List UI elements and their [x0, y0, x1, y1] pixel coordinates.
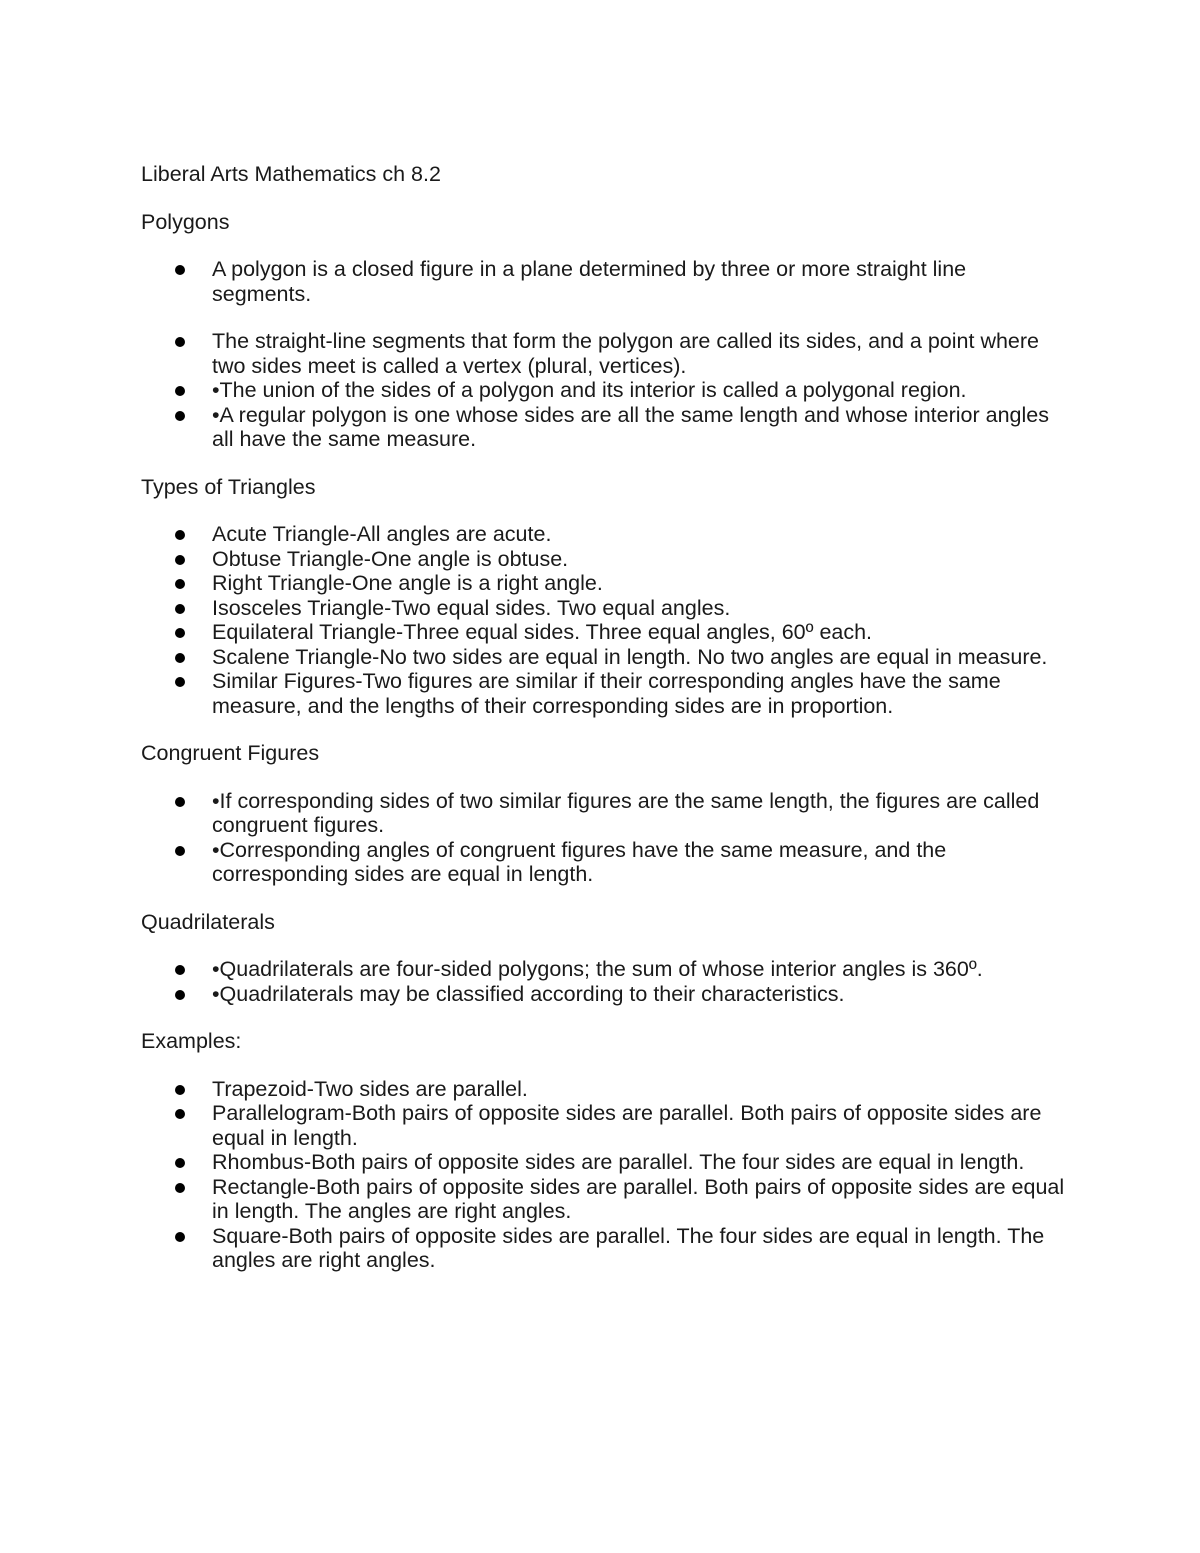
list-item: Similar Figures-Two figures are similar if their corresponding angles have the same measure, and the lengths of their corresponding sides are in proportion.	[141, 669, 1071, 718]
list-item: Trapezoid-Two sides are parallel.	[141, 1077, 1071, 1102]
list-item: Square-Both pairs of opposite sides are parallel. The four sides are equal in length. The angles are right angles.	[141, 1224, 1071, 1273]
list-item: •Quadrilaterals are four-sided polygons; the sum of whose interior angles is 360º.	[141, 957, 1071, 982]
bullet-icon	[175, 628, 185, 638]
list-item: Right Triangle-One angle is a right angle.	[141, 571, 1071, 596]
bullet-icon	[175, 265, 185, 275]
quadrilaterals-list	[141, 957, 1071, 1006]
bullet-icon	[175, 1183, 185, 1193]
list-item: Rhombus-Both pairs of opposite sides are parallel. The four sides are equal in length.	[141, 1150, 1071, 1175]
triangles-list	[141, 522, 1071, 718]
list-item: •Corresponding angles of congruent figures have the same measure, and the corresponding sides are equal in length.	[141, 838, 1071, 887]
list-item: The straight-line segments that form the polygon are called its sides, and a point where two sides meet is called a vertex (plural, vertices).	[141, 329, 1071, 378]
bullet-icon	[175, 604, 185, 614]
section-heading-quadrilaterals: Quadrilaterals	[141, 909, 275, 934]
bullet-icon	[175, 530, 185, 540]
bullet-icon	[175, 677, 185, 687]
bullet-icon	[175, 579, 185, 589]
bullet-icon	[175, 337, 185, 347]
bullet-icon	[175, 1085, 185, 1095]
section-heading-examples: Examples:	[141, 1029, 242, 1053]
list-item: •The union of the sides of a polygon and its interior is called a polygonal region.	[141, 378, 1071, 403]
list-item: •If corresponding sides of two similar figures are the same length, the figures are called congruent figures.	[141, 789, 1071, 838]
bullet-icon	[175, 1158, 185, 1168]
bullet-icon	[175, 1109, 185, 1119]
bullet-icon	[175, 990, 185, 1000]
bullet-icon	[175, 1232, 185, 1242]
congruent-list	[141, 789, 1071, 887]
polygons-list	[141, 257, 1071, 452]
list-item: Isosceles Triangle-Two equal sides. Two equal angles.	[141, 596, 1071, 621]
section-heading-types-of-triangles: Types of Triangles	[141, 474, 316, 499]
list-item: •A regular polygon is one whose sides are all the same length and whose interior angles all have the same measure.	[141, 403, 1071, 452]
document-title: Liberal Arts Mathematics ch 8.2	[141, 162, 441, 186]
bullet-icon	[175, 653, 185, 663]
list-item: •Quadrilaterals may be classified according to their characteristics.	[141, 982, 1071, 1007]
list-item: Obtuse Triangle-One angle is obtuse.	[141, 547, 1071, 572]
bullet-icon	[175, 411, 185, 421]
list-item: A polygon is a closed figure in a plane determined by three or more straight line segments.	[141, 257, 1071, 306]
bullet-icon	[175, 386, 185, 396]
section-heading-congruent-figures: Congruent Figures	[141, 741, 320, 765]
bullet-icon	[175, 965, 185, 975]
list-item: Equilateral Triangle-Three equal sides. Three equal angles, 60º each.	[141, 620, 1071, 645]
section-heading-polygons: Polygons	[141, 209, 230, 234]
bullet-icon	[175, 846, 185, 856]
list-item: Scalene Triangle-No two sides are equal in length. No two angles are equal in measure.	[141, 645, 1071, 670]
bullet-icon	[175, 797, 185, 807]
list-item: Rectangle-Both pairs of opposite sides are parallel. Both pairs of opposite sides are equal in length. The angles are right angles.	[141, 1175, 1071, 1224]
document-page	[141, 162, 1071, 1296]
list-item: Parallelogram-Both pairs of opposite sides are parallel. Both pairs of opposite sides are equal in length.	[141, 1101, 1071, 1150]
bullet-icon	[175, 555, 185, 565]
examples-list	[141, 1077, 1071, 1273]
list-item: Acute Triangle-All angles are acute.	[141, 522, 1071, 547]
